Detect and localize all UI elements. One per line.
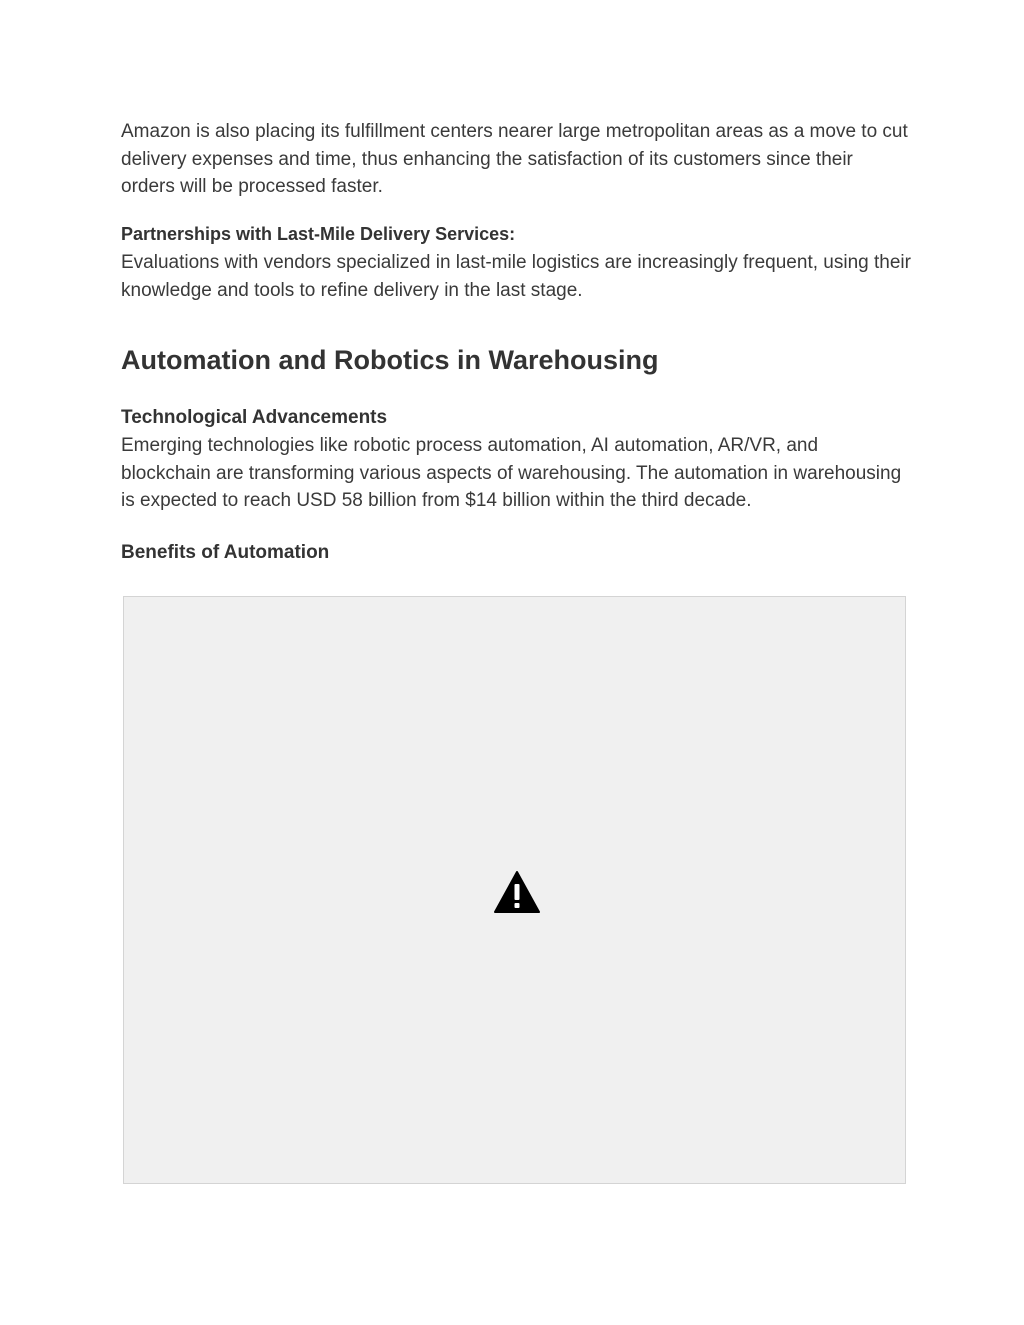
tech-heading: Technological Advancements	[121, 407, 388, 429]
tech-body: Emerging technologies like robotic process automation, AI automation, AR/VR, and blockchain are transforming various aspects of warehousing. The automation in warehousing is expected to reach USD 58 billion from $14 billion within the third decade.	[121, 434, 902, 512]
partnerships-body: Evaluations with vendors specialized in last-mile logistics are increasingly frequent, using their knowledge and tools to refine delivery in the last stage.	[121, 251, 911, 301]
intro-paragraph: Amazon is also placing its fulfillment centers nearer large metropolitan areas as a move to cut delivery expenses and time, thus enhancing the satisfaction of its customers since their orders will be processed faster.	[121, 121, 908, 198]
warning-icon	[493, 870, 541, 914]
document-page	[121, 118, 911, 567]
section-title: Automation and Robotics in Warehousing	[121, 345, 659, 376]
partnerships-block	[121, 221, 911, 304]
partnerships-heading: Partnerships with Last-Mile Delivery Services:	[121, 224, 516, 245]
tech-block	[121, 404, 911, 515]
benefits-heading: Benefits of Automation	[121, 542, 330, 564]
broken-image-placeholder	[123, 596, 906, 1184]
